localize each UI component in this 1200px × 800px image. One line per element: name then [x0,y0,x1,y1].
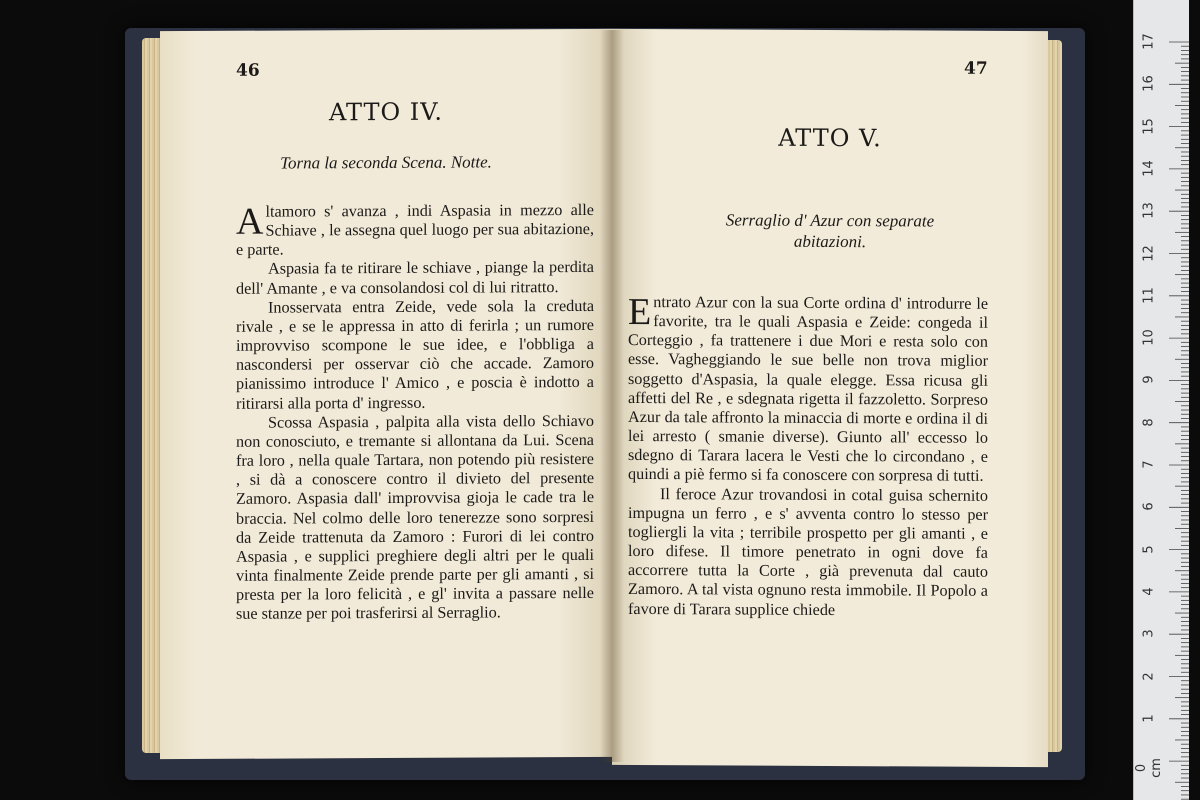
left-page [160,29,612,759]
ruler-number: 6 [1141,502,1157,511]
page-number: 46 [236,60,260,81]
act-title: ATTO V. [778,123,882,153]
ruler-number: 13 [1141,202,1157,219]
paragraph: Aspasia fa te ritirare le schiave , piange la perdita dell' Amante , e va consolandosi col di lui ritratto. [236,258,594,298]
ruler-number: 8 [1141,418,1157,427]
scene-subtitle [612,209,1048,253]
right-page [612,29,1048,767]
ruler-number: 14 [1141,160,1157,177]
ruler-number: 11 [1141,287,1157,304]
subtitle-line: Serraglio d' Azur con separate [725,210,935,231]
ruler-number: 3 [1141,629,1157,638]
paragraph: Scossa Aspasia , palpita alla vista dello Schiavo non conosciuto, e tremante si allontana da Lui. Scena fra loro , nella quale Tartara, non potendo più resistere , si dà a conoscere contro il divieto del presente Zamoro. Aspasia dall' improvvisa gioja le cade tra le braccia. Nel colmo delle loro tenerezze sono sorpresi da Zeide trattenuta da Zamoro : Furori di lei contro Aspasia , e supplici preghiere degli altri per le quali vinta finalmente Zeide prende parte per gli amanti , si presta per la loro felicità , e gl' invita a passare nelle sue stanze per poi trasferirsi al Serraglio. [236,411,594,624]
drop-cap: A [236,200,264,243]
ruler-number: 4 [1141,587,1157,596]
book-gutter [600,30,624,762]
ruler-number: 1 [1141,714,1157,723]
ruler-number: 16 [1141,75,1157,93]
ruler-number: 7 [1141,460,1157,469]
ruler-number: 15 [1141,117,1157,135]
act-title: ATTO IV. [328,97,444,127]
ruler-number: 9 [1141,375,1157,385]
left-body-text [236,201,594,624]
scene-subtitle: Torna la seconda Scena. Notte. [280,152,492,173]
paragraph: Altamoro s' avanza , indi Aspasia in mezzo alle Schiave , le assegna quel luogo per sua abitazione, e parte. [236,200,594,260]
ruler-number: 5 [1141,544,1157,554]
paragraph: Entrato Azur con la sua Corte ordina d' introdurre le favorite, tra le quali Aspasia e Zeide: congeda il Corteggio , fa trattenere i due Mori e resta solo con esse. Vagheggiando le sue belle non trova miglior soggetto d'Aspasia, la quale elegge. Essa ricusa gli affetti del Re , e sdegnata rigetta il fazzoletto. Sorpreso Azur da tale affronto la minaccia di morte e ordina il di lei arresto ( smanie diverse). Giunto all' eccesso lo sdegno di Tarara lacera le Vesti che lo circondano , e quindi a piè fermo si fa conoscere con sorpresa di tutti. [628,290,988,486]
subtitle-line: abitazioni. [793,231,867,252]
right-body-text [628,290,988,621]
ruler-number: 17 [1141,33,1157,50]
ruler-number: 12 [1141,244,1157,262]
page-number: 47 [964,58,988,79]
ruler-number: 10 [1141,329,1157,346]
paragraph: Il feroce Azur trovandosi in cotal guisa schernito impugna un ferro , e s' avventa contro lo stesso per togliergli la vita ; terribile prospetto per gli amanti , e loro difese. Il timore penetrato in ogni dove fa accorrere tutta la Corte , già prevenuta dal cauto Zamoro. A tal vista ognuno resta immobile. Il Popolo a favore di Tarara supplice chiede [628,484,988,619]
drop-cap: E [628,290,652,334]
ruler-number: 0 cm [1134,758,1164,778]
measuring-ruler [1133,0,1189,800]
paragraph: Inosservata entra Zeide, vede sola la creduta rivale , e se le appressa in atto di ferirla ; un rumore improvviso scompone le sue idee, e l'obbliga a nascondersi per osservar ciò che accade. Zamoro pianissimo introduce l' Amico , e poscia è indotto a ritirarsi alla porta d' ingresso. [236,296,594,413]
ruler-number: 2 [1141,671,1157,681]
